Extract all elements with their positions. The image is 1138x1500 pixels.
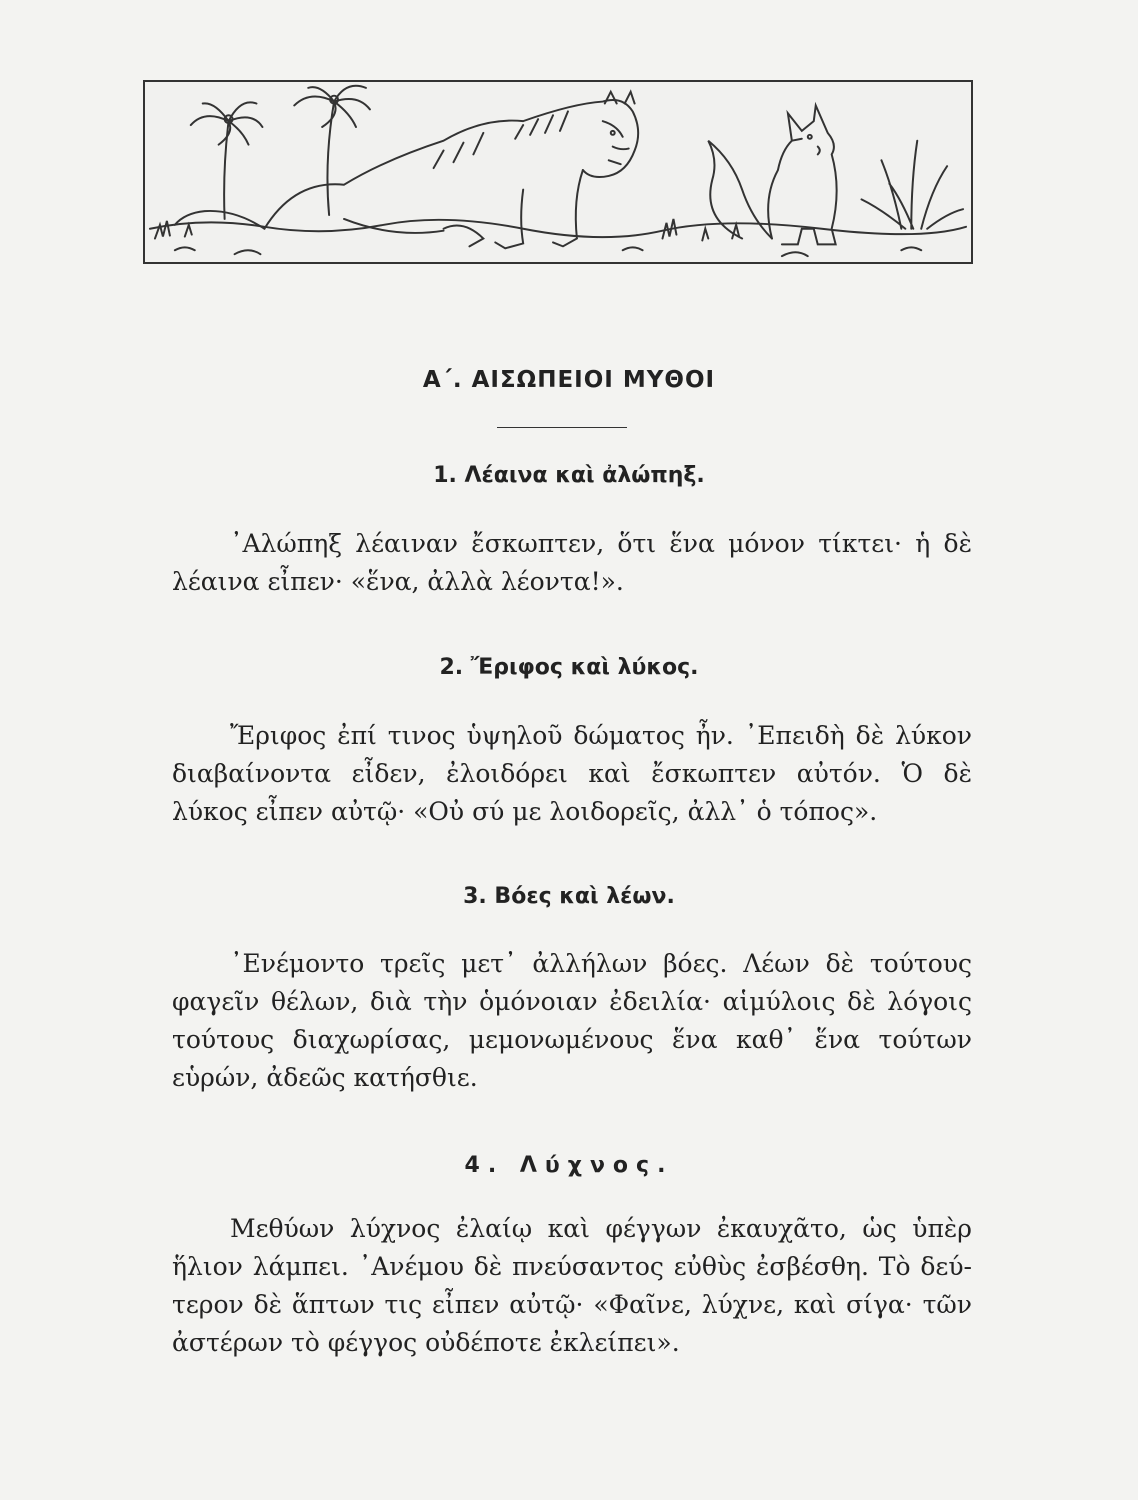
text-line: λέαινα εἶπεν· «ἕνα, ἀλλὰ λέοντα!».	[172, 567, 624, 596]
text-line: τούτους διαχωρίσας, μεμονωμένους ἕνα καθ᾿ ἕνα τούτων	[172, 1025, 972, 1054]
text-line: Ἔριφος ἐπί τινος ὑψηλοῦ δώματος ἦν. ᾿Επειδὴ δὲ λύκον	[230, 721, 972, 750]
text-line: Μεθύων λύχνος ἐλαίῳ καὶ φέγγων ἐκαυχᾶτο, ὡς ὑπὲρ	[230, 1214, 972, 1243]
text-line: ᾿Αλώπηξ λέαιναν ἔσκωπτεν, ὅτι ἕνα μόνον τίκτει· ἡ δὲ	[230, 529, 972, 558]
fable-3-text	[172, 945, 972, 1097]
text-line: ἥλιον λάμπει. ᾿Ανέμου δὲ πνεύσαντος εὐθὺς ἐσβέσθη. Τὸ δεύ-	[172, 1252, 972, 1281]
fable-1-title: 1. Λέαινα καὶ ἀλώπηξ.	[433, 463, 705, 488]
title-divider	[497, 427, 627, 428]
text-line: ᾿Ενέμοντο τρεῖς μετ᾿ ἀλλήλων βόες. Λέων δὲ τούτους	[230, 949, 972, 978]
fable-4-text	[172, 1210, 972, 1362]
text-line: εὑρών, ἀδεῶς κατήσθιε.	[172, 1063, 478, 1092]
text-line: ἀστέρων τὸ φέγγος οὐδέποτε ἐκλείπει».	[172, 1328, 680, 1357]
lion-and-fox-vignette	[143, 80, 973, 264]
fable-4-title: 4. Λύχνος.	[464, 1153, 674, 1178]
lion-fox-illustration	[145, 82, 971, 262]
fable-1-text	[172, 525, 972, 601]
fable-2-title: 2. Ἔριφος καὶ λύκος.	[439, 655, 699, 680]
text-line: λύκος εἶπεν αὐτῷ· «Οὐ σύ με λοιδορεῖς, ἀλλ᾿ ὁ τόπος».	[172, 797, 878, 826]
text-line: φαγεῖν θέλων, διὰ τὴν ὁμόνοιαν ἐδειλία· αἱμύλοις δὲ λόγοις	[172, 987, 972, 1016]
fable-3-title: 3. Βόες καὶ λέων.	[463, 884, 675, 909]
text-line: διαβαίνοντα εἶδεν, ἐλοιδόρει καὶ ἔσκωπτεν αὐτόν. Ὁ δὲ	[172, 759, 972, 788]
section-title: Α΄. ΑΙΣΩΠΕΙΟΙ ΜΥΘΟΙ	[422, 367, 716, 393]
text-line: τερον δὲ ἅπτων τις εἶπεν αὐτῷ· «Φαῖνε, λύχνε, καὶ σίγα· τῶν	[172, 1290, 972, 1319]
fable-2-text	[172, 717, 972, 831]
